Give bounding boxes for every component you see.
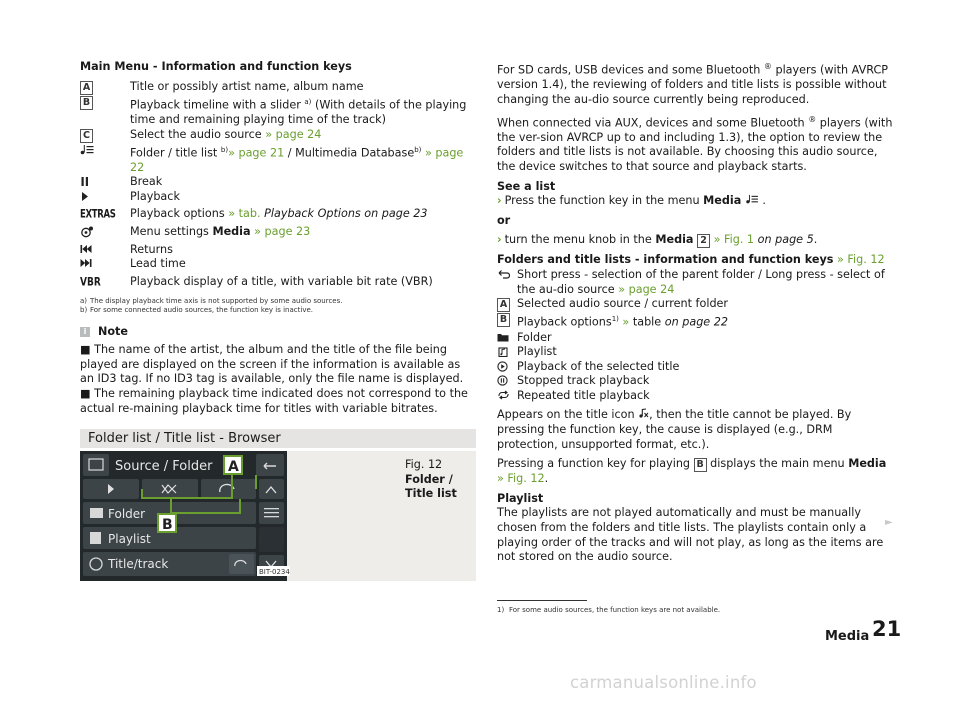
- or-text: or: [497, 213, 511, 227]
- footnote-rule: [497, 600, 587, 601]
- subheading: See a list: [497, 179, 556, 193]
- label-a-box: A: [80, 81, 93, 95]
- list-item: Repeated title playback: [497, 389, 895, 404]
- callout-a: A: [228, 459, 239, 476]
- list-item: B Playback options$^{1)}$ » table on page 22: [497, 312, 895, 330]
- vbr-icon: VBR: [80, 276, 101, 290]
- subheading: Playlist: [497, 491, 544, 505]
- list-item: A Selected audio source / current folder: [497, 297, 895, 312]
- subheading: Folders and title lists - information and function keys » Fig. 12: [497, 253, 885, 267]
- figure-link[interactable]: » Fig. 12: [497, 472, 545, 486]
- playlist-icon: [497, 346, 508, 357]
- figure-caption: Fig. 12 Folder / Title list: [405, 458, 457, 501]
- page-link[interactable]: » page 24: [265, 127, 322, 141]
- instruction-step: › Press the function key in the menu Media .: [497, 194, 766, 208]
- list-item: Short press - selection of the parent folder / Long press - select of the au-dio source » page 24: [497, 268, 895, 297]
- list-item: B Playback timeline with a slider $^{a)}$ (With details of the playing time and remaining playing time of the track): [80, 95, 476, 128]
- section-heading: Folder list / Title list - Browser: [80, 429, 476, 448]
- play-circle-icon: [497, 361, 508, 372]
- callout-b: B: [162, 517, 173, 534]
- note-text-2: ■ The remaining playback time indicated does not correspond to the actual re-maining playback time for titles with variable bitrates.: [80, 386, 468, 415]
- page-link[interactable]: » page 22: [130, 146, 464, 174]
- menu-settings-icon: [80, 226, 94, 238]
- list-item: Playback: [80, 190, 476, 205]
- left-column: [80, 60, 476, 581]
- figure-link[interactable]: » Fig. 1: [710, 233, 755, 247]
- page-footnote: 1) For some audio sources, the function keys are not available.: [497, 606, 721, 614]
- list-item: EXTRAS Playback options » tab. Playback Options on page 23: [80, 207, 476, 223]
- section-label: Media: [825, 629, 870, 644]
- instruction-step: › turn the menu knob in the Media 2 » Fig. 1 on page 5.: [497, 233, 818, 247]
- label-c-box: C: [80, 129, 93, 143]
- label-a-box: A: [497, 298, 510, 312]
- next-track-icon: [80, 258, 92, 268]
- page-link[interactable]: » page 24: [618, 282, 675, 296]
- watermark: carmanualsonline.info: [570, 673, 757, 692]
- note-text-1: ■ The name of the artist, the album and the title of the file being played are displayed on the screen if the information is available as an ID3 tag. If no ID3 tag is available, only the file name is displayed.: [80, 343, 464, 386]
- footnote: b) For some connected audio sources, the function key is inactive.: [80, 305, 313, 314]
- note-heading: i Note: [80, 325, 476, 340]
- screen-row-title: Title/track: [108, 557, 169, 572]
- list-item: Returns: [80, 243, 476, 258]
- figure-link[interactable]: » Fig. 12: [833, 253, 885, 267]
- footnote: a) The display playback time axis is not supported by some audio sources.: [80, 296, 343, 305]
- extras-icon: EXTRAS: [80, 208, 116, 222]
- paragraph: Pressing a function key for playing B displays the main menu Media » Fig. 12.: [497, 457, 887, 486]
- list-item: Lead time: [80, 257, 476, 272]
- back-icon: [497, 269, 510, 279]
- button-2-box: 2: [697, 234, 710, 248]
- list-item: Menu settings Media » page 23: [80, 225, 476, 240]
- folder-list-icon: [745, 194, 759, 204]
- list-item: Playlist: [497, 345, 895, 360]
- list-item: Stopped track playback: [497, 374, 895, 389]
- info-icon: i: [80, 327, 90, 337]
- list-item: Playback of the selected title: [497, 360, 895, 375]
- title-blocked-icon: [638, 408, 649, 418]
- continue-arrow-icon: ►: [885, 517, 893, 528]
- screen-row-folder: Folder: [108, 507, 146, 522]
- infotainment-screen-image: [80, 451, 400, 581]
- table-link[interactable]: » tab.: [228, 206, 265, 220]
- page-link[interactable]: » page 23: [250, 225, 311, 239]
- list-item: Folder: [497, 331, 895, 346]
- screen-row-playlist: Playlist: [108, 532, 151, 547]
- page-number: 21: [872, 617, 902, 641]
- paragraph: When connected via AUX, devices and some Bluetooth ® players (with the ver-sion AVRCP up to and including 1.3), the option to review the folders and title lists is not available. By choosing this audio source, the device switches to that source and playback starts.: [497, 114, 893, 174]
- play-icon: [80, 191, 90, 202]
- list-item: A Title or possibly artist name, album name: [80, 80, 476, 95]
- repeat-icon: [497, 390, 510, 400]
- screen-title: Source / Folder: [115, 459, 213, 475]
- list-item: C Select the audio source » page 24: [80, 128, 476, 143]
- pause-circle-icon: [497, 375, 508, 386]
- right-column: [497, 60, 895, 565]
- label-b-box: B: [694, 458, 707, 472]
- paragraph: For SD cards, USB devices and some Bluetooth ® players (with AVRCP version 1.4), the reviewing of folders and title lists is possible without changing the au-dio source currently being reproduced.: [497, 62, 889, 106]
- page-link[interactable]: » page 21: [228, 146, 285, 160]
- figure-12: [80, 451, 476, 581]
- folder-icon: [497, 332, 509, 342]
- figure-code: BIT-0234: [259, 568, 290, 577]
- label-b-box: B: [497, 313, 510, 327]
- main-menu-heading: Main Menu - Information and function keys: [80, 60, 352, 73]
- label-b-box: B: [80, 96, 93, 110]
- paragraph: The playlists are not played automatically and must be manually chosen from the folders and title lists. The playlists contain only a playing order of the tracks and will not play, as long as the items are not stored on the audio source.: [497, 506, 884, 564]
- list-item: Break: [80, 175, 476, 190]
- paragraph: Appears on the title icon , then the title cannot be played. By pressing the function key, the cause is displayed (e.g., DRM protection, unsupported format, etc.).: [497, 408, 852, 451]
- list-item: Folder / title list $^{b)}$» page 21 / Multimedia Database$^{b)}$ » page 22: [80, 143, 476, 176]
- table-link[interactable]: »: [618, 315, 633, 329]
- list-item: VBR Playback display of a title, with variable bit rate (VBR): [80, 275, 476, 291]
- previous-track-icon: [80, 244, 92, 254]
- folder-list-icon: [80, 144, 94, 155]
- pause-icon: [80, 176, 90, 187]
